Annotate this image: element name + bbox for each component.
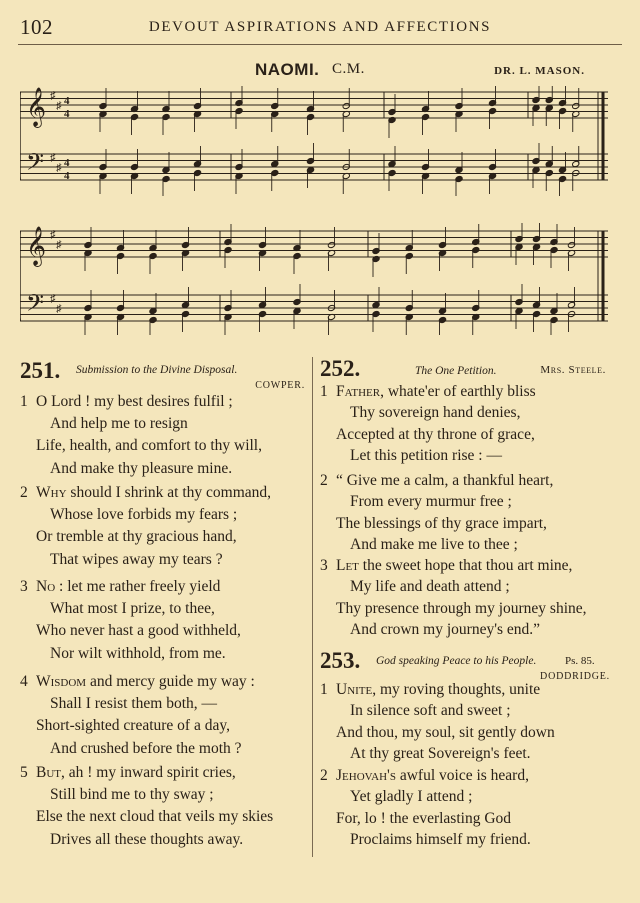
stanza-number: 1 [20,393,28,410]
stanza-line: And make me live to thee ; [350,535,518,553]
stanza-line: For, lo ! the everlasting God [336,809,512,827]
stanza-line: The blessings of thy grace impart, [336,514,547,532]
hymn-251-heading [20,358,305,398]
stanza-line: Why should I shrink at thy command, [36,484,272,501]
bass-clef-icon: 𝄢 [26,148,45,181]
stanza-line: What most I prize, to thee, [50,600,215,618]
stanza-line: Else the next cloud that veils my skies [36,808,274,826]
time-signature-icon: 4 [64,108,70,120]
hymn-number: 252. [320,356,361,381]
time-signature-icon: 4 [64,157,70,169]
stanza-line: Life, health, and comfort to thy will, [36,437,262,455]
tune-meter: C.M. [332,61,365,77]
tune-title [0,60,640,82]
stanza-line: My life and death attend ; [350,578,510,596]
stanza-line: Proclaims himself my friend. [350,830,531,848]
hymn-author: Mrs. Steele. [540,364,606,376]
stanza-line: Wisdom and mercy guide my way : [36,673,255,690]
stanza-number: 2 [20,484,28,501]
sharp-icon: ♯ [56,239,62,251]
hymn-number: 253. [320,648,361,673]
stanza-number: 3 [320,557,328,574]
tune-name: NAOMI. [255,60,320,79]
music-system-1 [20,86,608,196]
sharp-icon: ♯ [56,100,62,112]
stanza-line: Short-sighted creature of a day, [36,717,230,735]
stanza-line: “ Give me a calm, a thankful heart, [336,472,554,489]
hymn-theme: The One Petition. [415,365,497,377]
stanza-number: 2 [320,767,328,784]
stanza-line: And crushed before the moth ? [50,739,242,757]
hymn-scripture-ref: Ps. 85. [565,655,595,667]
stanza-line: Thy sovereign hand denies, [350,404,521,422]
stanza-line: Still bind me to thy sway ; [50,786,214,804]
stanza-number: 1 [320,681,328,698]
sharp-icon: ♯ [50,229,56,241]
stanza-number: 4 [20,673,28,690]
stanza-line: Who never hast a good withheld, [36,622,241,640]
stanza-line: Shall I resist them both, — [50,695,218,713]
time-signature-icon: 4 [64,170,70,182]
hymn-number: 251. [20,358,61,383]
sharp-icon: ♯ [56,162,62,174]
stanza-line: And crown my journey's end.” [350,620,541,638]
stanza-line: Let this petition rise : — [350,446,502,464]
stanza-line: And help me to resign [50,415,188,433]
stanza-number: 3 [20,578,28,595]
music-notation-1 [20,86,608,196]
music-notation-2 [20,223,608,335]
stanza-line: Thy presence through my journey shine, [336,599,587,617]
hymn-author: DODDRIDGE. [540,671,610,682]
hymn-theme: God speaking Peace to his People. [376,655,537,667]
stanza-number: 1 [320,383,328,400]
stanza-line: Accepted at thy throne of grace, [336,425,535,443]
stanza-line: And thou, my soul, sit gently down [336,723,555,741]
stanza-line: Drives all these thoughts away. [50,830,244,848]
tune-composer: DR. L. MASON. [494,65,585,77]
column-divider [312,357,313,857]
header-rule [18,44,622,45]
stanza-line: Father, whate'er of earthly bliss [336,383,536,400]
stanza-line: Whose love forbids my fears ; [50,506,238,524]
stanza-line: Let the sweet hope that thou art mine, [336,557,573,574]
stanza-line: Or tremble at thy gracious hand, [36,528,237,546]
stanza-line: That wipes away my tears ? [50,550,223,568]
stanza-line: But, ah ! my inward spirit cries, [36,764,236,781]
running-head [18,12,622,42]
time-signature-icon: 4 [64,95,70,107]
stanza-line: Yet gladly I attend ; [350,788,473,806]
stanza-line: At thy great Sovereign's feet. [350,744,531,762]
treble-clef-icon: 𝄞 [26,87,47,127]
bass-clef-icon: 𝄢 [26,289,45,322]
stanza-number: 5 [20,764,28,781]
stanza-line: O Lord ! my best desires fulfil ; [36,393,233,410]
treble-clef-icon: 𝄞 [26,226,47,266]
stanza-line: Unite, my roving thoughts, unite [336,681,541,698]
sharp-icon: ♯ [50,293,56,305]
stanza-number: 2 [320,472,328,489]
stanza-line: Nor wilt withhold, from me. [50,644,226,662]
stanza-line: No : let me rather freely yield [36,578,221,595]
sharp-icon: ♯ [50,90,56,102]
hymn-author: COWPER. [255,380,305,391]
music-system-2 [20,223,608,335]
stanza-line: In silence soft and sweet ; [350,702,511,720]
sharp-icon: ♯ [56,303,62,315]
running-title: DEVOUT ASPIRATIONS AND AFFECTIONS [148,19,492,35]
hymn-theme: Submission to the Divine Disposal. [76,364,238,376]
sharp-icon: ♯ [50,152,56,164]
stanza-line: From every murmur free ; [350,493,512,511]
page-number: 102 [20,15,53,39]
stanza-line: And make thy pleasure mine. [50,459,233,477]
stanza-line: Jehovah's awful voice is heard, [336,767,529,784]
